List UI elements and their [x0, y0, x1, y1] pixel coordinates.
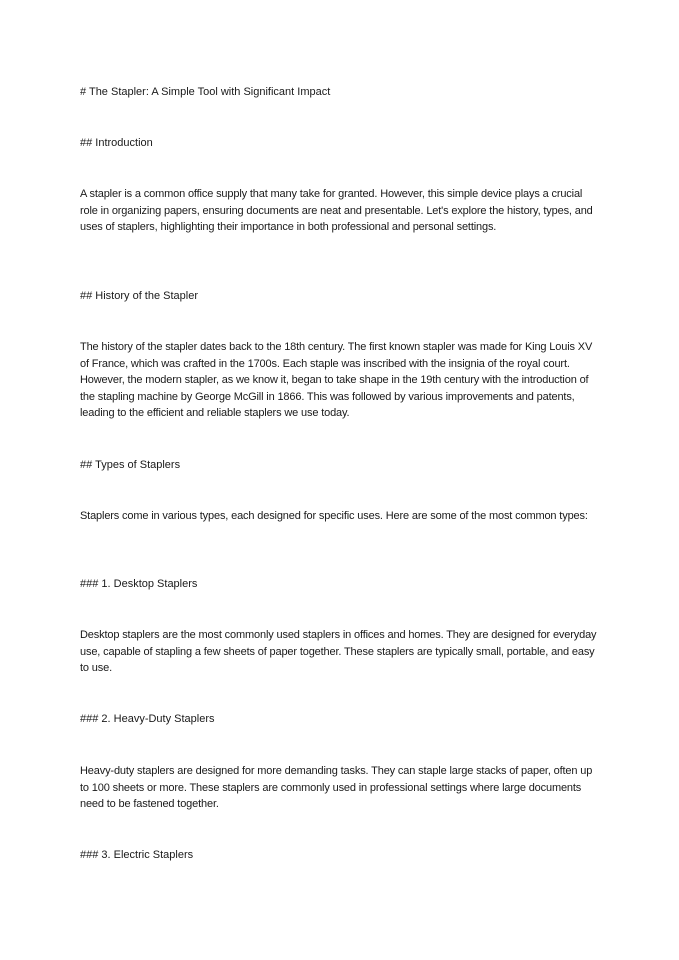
document-title: # The Stapler: A Simple Tool with Significant Impact: [80, 86, 331, 98]
history-heading: ## History of the Stapler: [80, 290, 199, 302]
history-paragraph: The history of the stapler dates back to the 18th century. The first known stapler was made for King Louis XV of France, which was crafted in the 1700s. Each staple was inscribed with the insignia of the royal court. However, the modern stapler, as we know it, began to take shape in the 19th century with the introduction of the stapling machine by George McGill in 1866. This was followed by various improvements and patents, leading to the efficient and reliable staplers we use today.: [80, 341, 593, 419]
types-heading: ## Types of Staplers: [80, 459, 181, 471]
types-paragraph: Staplers come in various types, each designed for specific uses. Here are some of the most common types:: [80, 510, 588, 522]
introduction-heading: ## Introduction: [80, 137, 153, 149]
heavy-duty-staplers-paragraph: Heavy-duty staplers are designed for more demanding tasks. They can staple large stacks of paper, often up to 100 sheets or more. These staplers are commonly used in professional settings where large documents need to be fastened together.: [80, 765, 593, 810]
heavy-duty-staplers-heading: ### 2. Heavy-Duty Staplers: [80, 713, 215, 725]
electric-staplers-heading: ### 3. Electric Staplers: [80, 849, 194, 861]
desktop-staplers-paragraph: Desktop staplers are the most commonly used staplers in offices and homes. They are designed for everyday use, capable of stapling a few sheets of paper together. These staplers are typically small, portable, and easy to use.: [80, 629, 597, 674]
introduction-paragraph: A stapler is a common office supply that many take for granted. However, this simple device plays a crucial role in organizing papers, ensuring documents are neat and presentable. Let's explore the history, types, and uses of staplers, highlighting their importance in both professional and personal settings.: [80, 188, 593, 233]
desktop-staplers-heading: ### 1. Desktop Staplers: [80, 578, 198, 590]
